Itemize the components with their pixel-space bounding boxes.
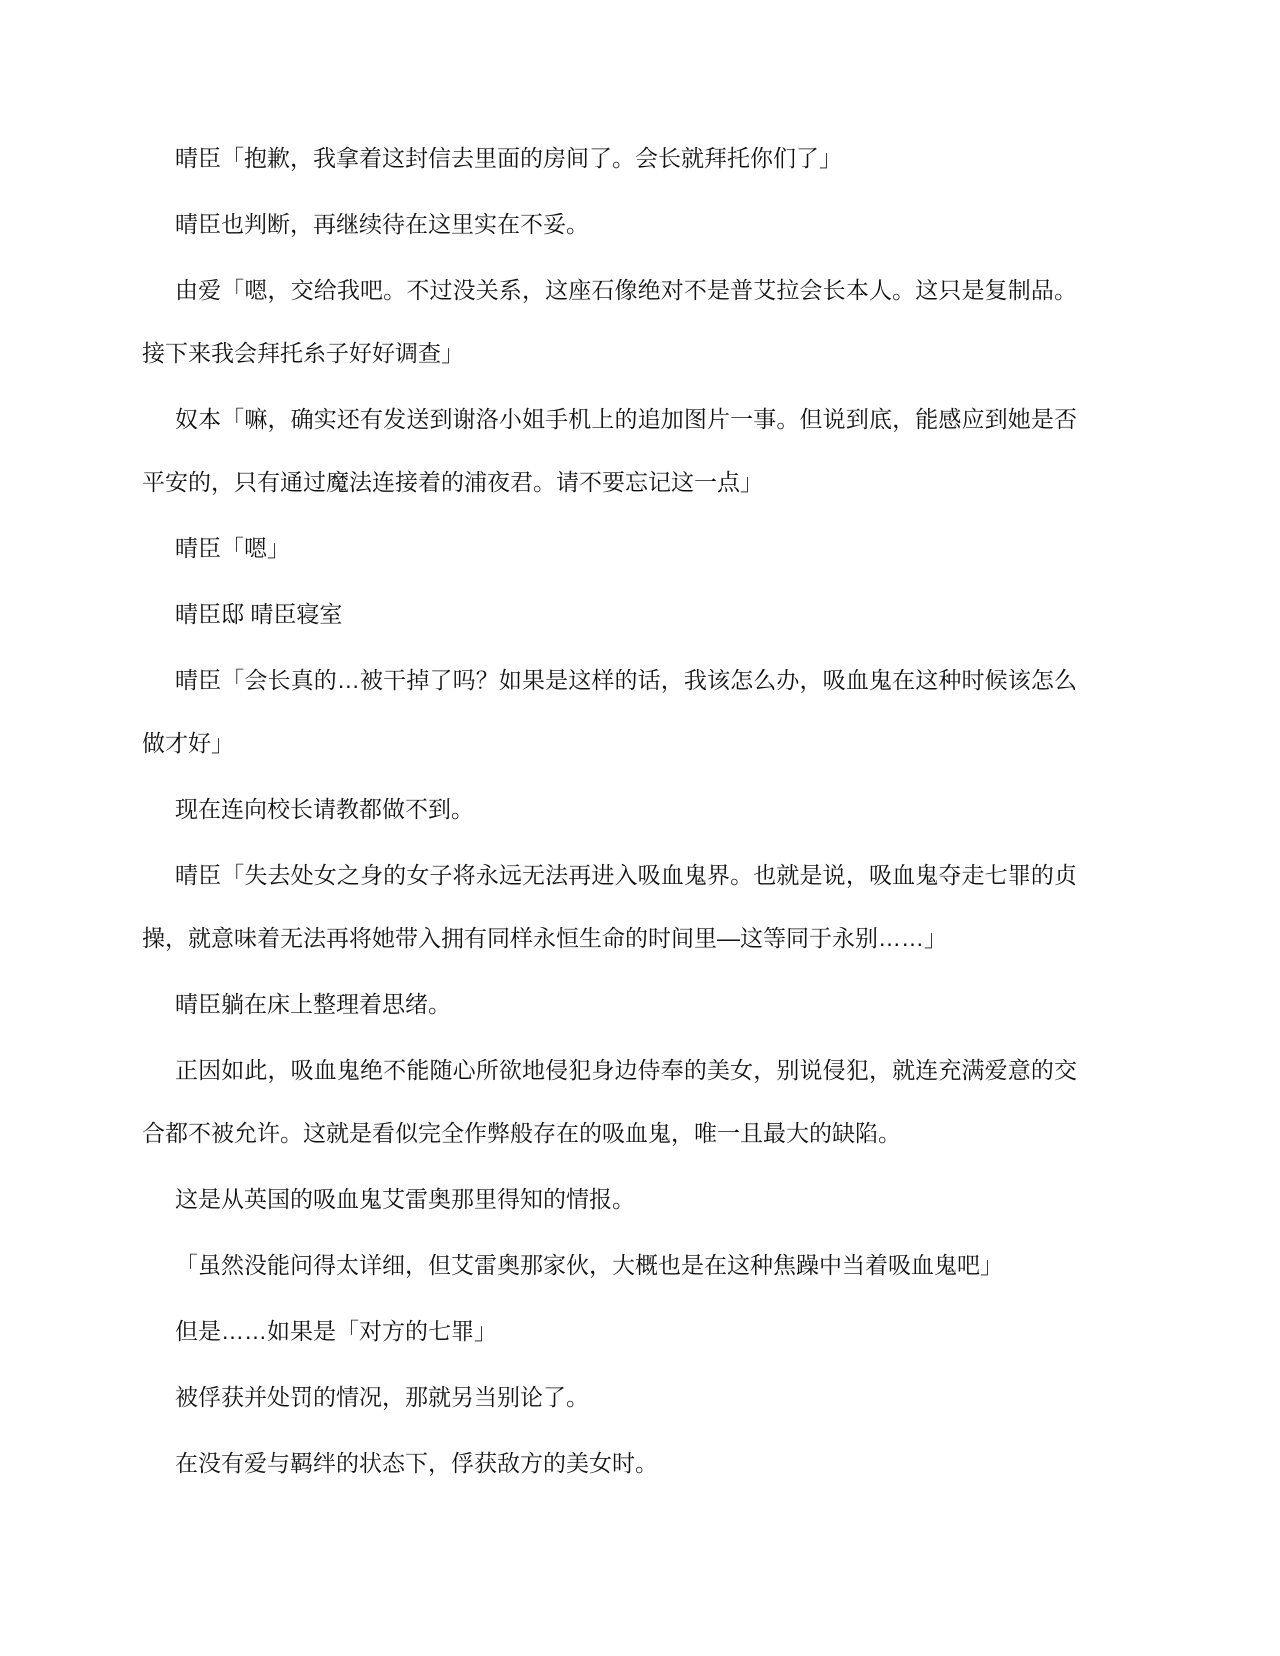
paragraph: 「虽然没能问得太详细，但艾雷奥那家伙，大概也是在这种焦躁中当着吸血鬼吧」: [175, 1252, 1003, 1278]
paragraph: 晴臣「抱歉，我拿着这封信去里面的房间了。会长就拜托你们了」: [175, 145, 842, 171]
paragraph: 正因如此，吸血鬼绝不能随心所欲地侵犯身边侍奉的美女，别说侵犯，就连充满爱意的交合都不被允许。这就是看似完全作弊般存在的吸血鬼，唯一且最大的缺陷。: [142, 1057, 1077, 1146]
paragraph: 晴臣邸 晴臣寝室: [175, 601, 343, 627]
paragraph: 现在连向校长请教都做不到。: [175, 796, 474, 822]
paragraph: 在没有爱与羁绊的状态下，俘获敌方的美女时。: [175, 1450, 658, 1476]
paragraph: 晴臣躺在床上整理着思绪。: [175, 991, 451, 1017]
paragraph: 但是……如果是「对方的七罪」: [175, 1318, 497, 1344]
paragraph: 晴臣「会长真的…被干掉了吗？如果是这样的话，我该怎么办，吸血鬼在这种时候该怎么做才好」: [142, 667, 1077, 756]
paragraph: 晴臣「失去处女之身的女子将永远无法再进入吸血鬼界。也就是说，吸血鬼夺走七罪的贞操，就意味着无法再将她带入拥有同样永恒生命的时间里—这等同于永别……」: [142, 862, 1077, 951]
paragraph: 晴臣也判断，再继续待在这里实在不妥。: [175, 211, 589, 237]
paragraph: 奴本「嘛，确实还有发送到谢洛小姐手机上的追加图片一事。但说到底，能感应到她是否平安的，只有通过魔法连接着的浦夜君。请不要忘记这一点」: [142, 406, 1077, 495]
paragraph: 这是从英国的吸血鬼艾雷奥那里得知的情报。: [175, 1186, 635, 1212]
paragraph: 由爱「嗯，交给我吧。不过没关系，这座石像绝对不是普艾拉会长本人。这只是复制品。接下来我会拜托糸子好好调查」: [142, 277, 1077, 366]
paragraph: 被俘获并处罚的情况，那就另当别论了。: [175, 1384, 589, 1410]
paragraph: 晴臣「嗯」: [175, 535, 290, 561]
document-text-body: [142, 127, 1077, 1498]
